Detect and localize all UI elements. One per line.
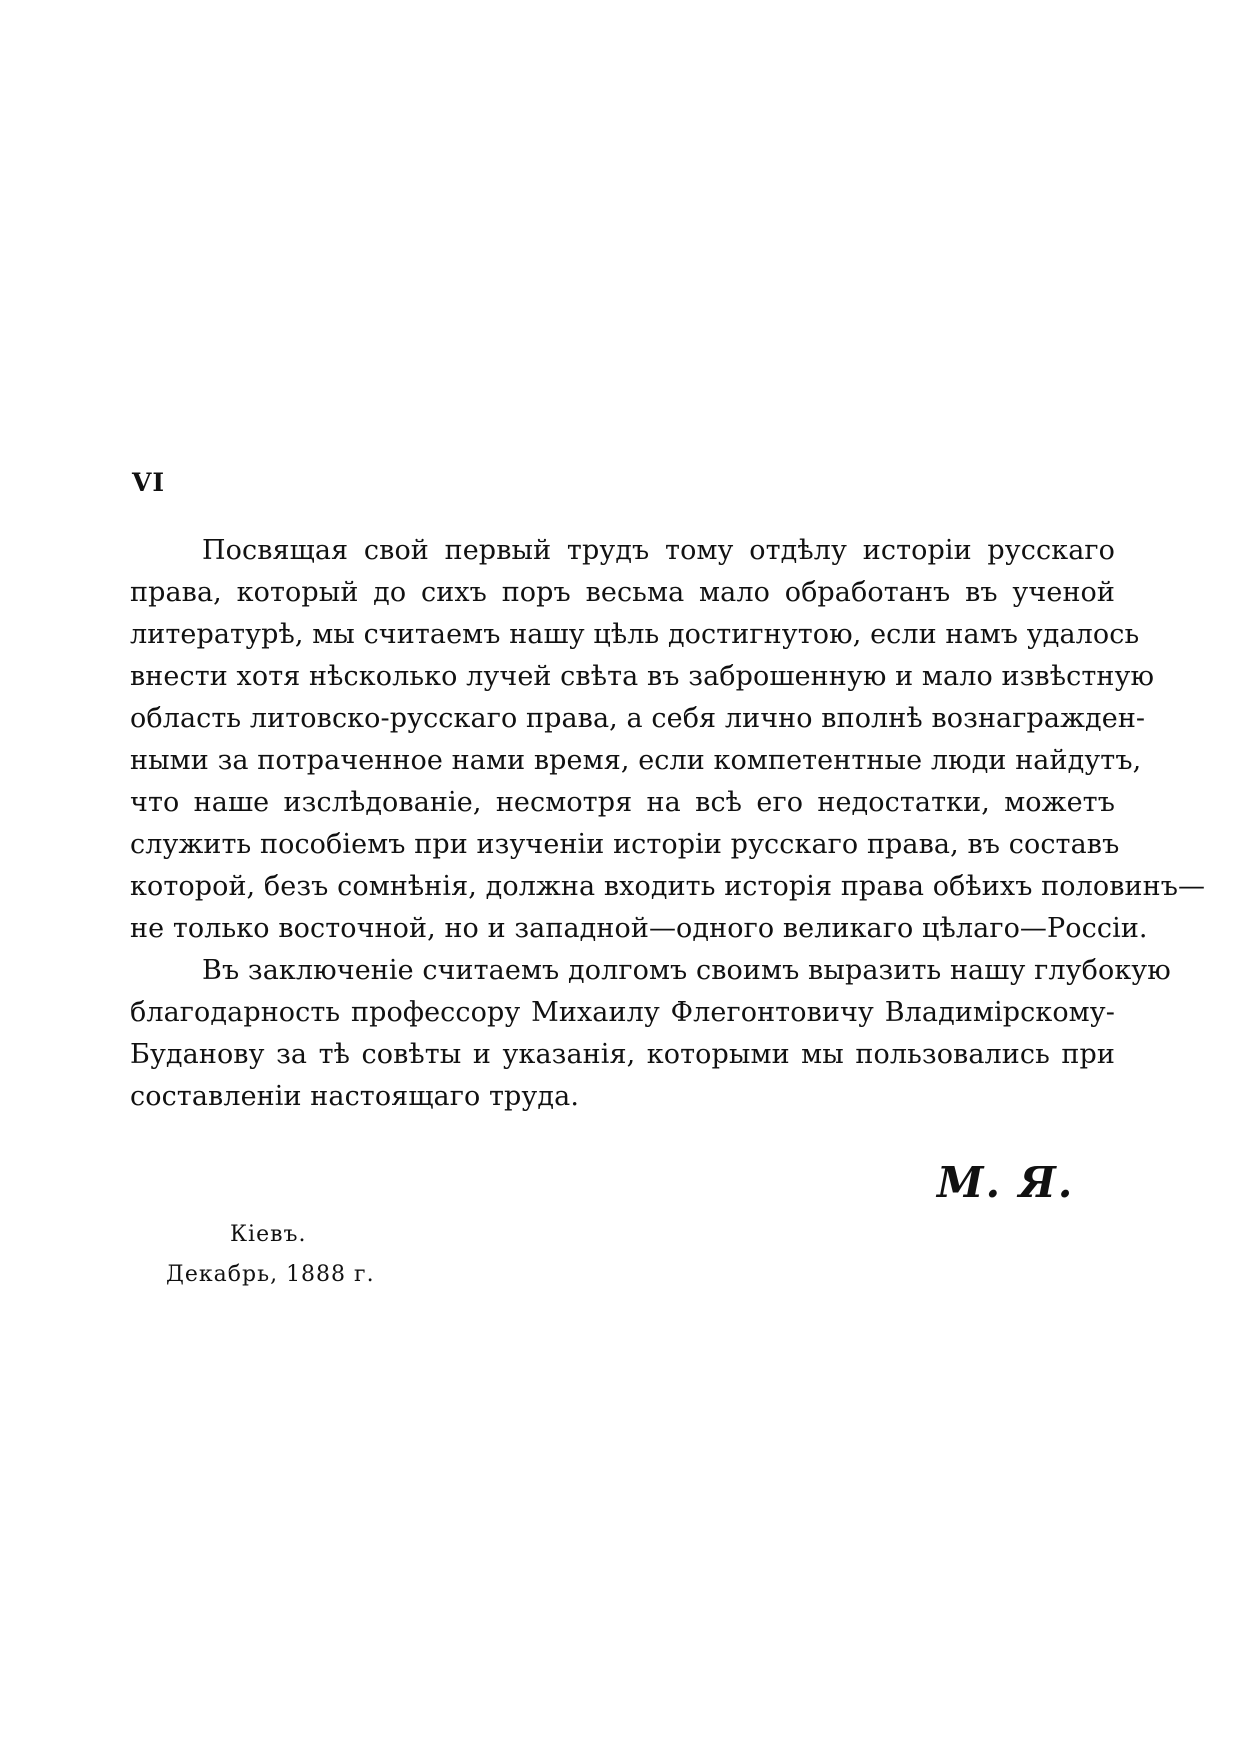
paragraph-dedication [130,530,1206,950]
text-line: составленіи настоящаго труда. [130,1081,580,1112]
text-line: область литовско-русскаго права, а себя лично вполнѣ вознагражден- [130,703,1146,734]
text-line: которой, безъ сомнѣнія, должна входить исторія права обѣихъ половинъ— [130,871,1206,902]
text-line: Въ заключеніе считаемъ долгомъ своимъ выразить нашу глубокую [202,955,1171,986]
text-line: ными за потраченное нами время, если компетентные люди найдутъ, [130,745,1142,776]
text-line: не только восточной, но и западной—одного великаго цѣлаго—Россіи. [130,913,1148,944]
paragraph-acknowledgement [130,950,1171,1118]
author-signature: М. Я. [937,1158,1075,1207]
text-line: внести хотя нѣсколько лучей свѣта въ заброшенную и мало извѣстную [130,661,1155,692]
text-line: Посвящая свой первый трудъ тому отдѣлу исторіи русскаго [202,535,1115,566]
text-line: права, который до сихъ поръ весьма мало обработанъ въ ученой [130,577,1115,608]
text-line: служить пособіемъ при изученіи исторіи русскаго права, въ составъ [130,829,1120,860]
page-number: VI [132,468,166,497]
text-line: Буданову за тѣ совѣты и указанія, которыми мы пользовались при [130,1039,1115,1070]
place-of-writing: Кіевъ. [230,1222,307,1247]
text-line: что наше изслѣдованіе, несмотря на всѣ его недостатки, можетъ [130,787,1115,818]
date-of-writing: Декабрь, 1888 г. [166,1262,375,1287]
text-line: благодарность профессору Михаилу Флегонтовичу Владимірскому- [130,997,1115,1028]
text-line: литературѣ, мы считаемъ нашу цѣль достигнутою, если намъ удалось [130,619,1140,650]
body-text [130,530,1206,1118]
